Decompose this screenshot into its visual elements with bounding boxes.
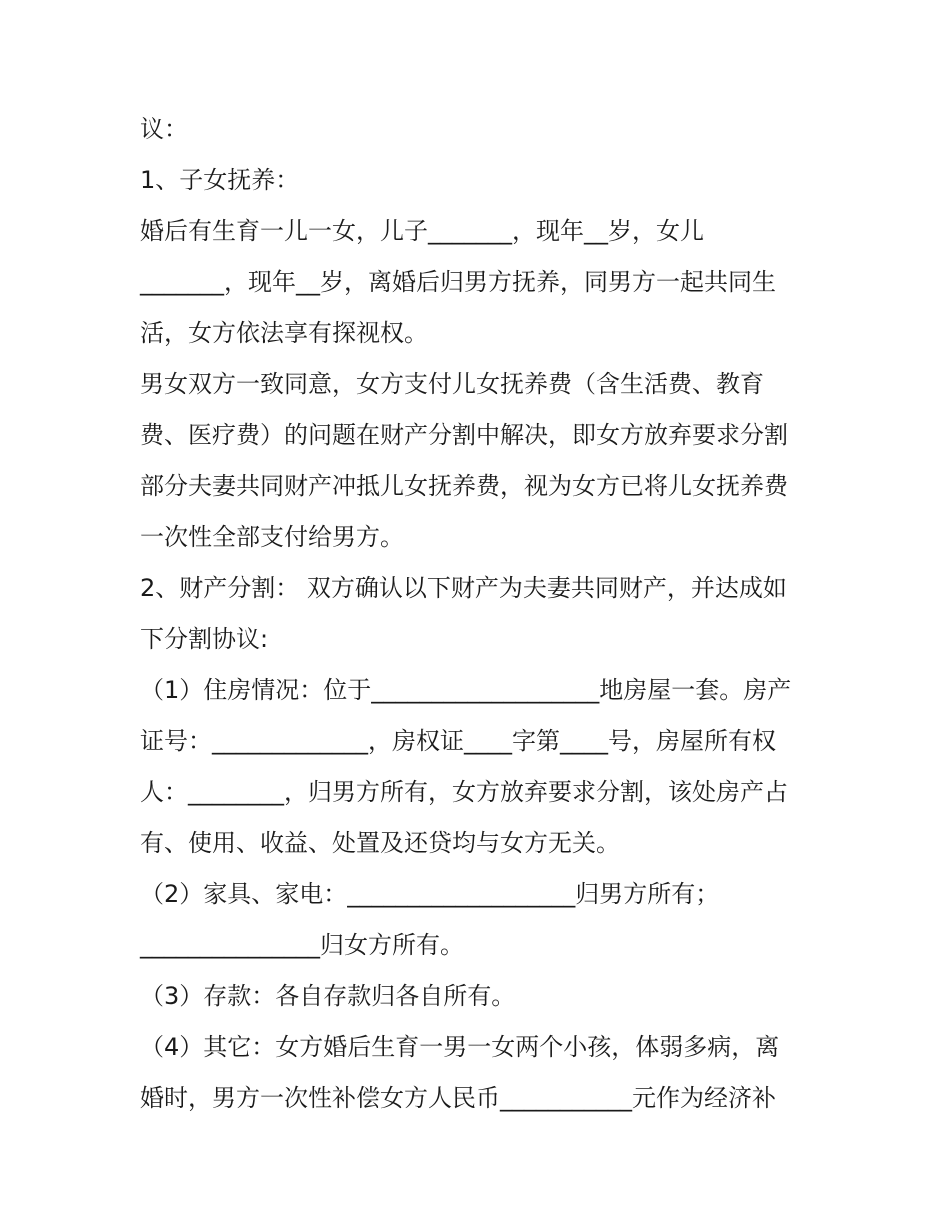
- text-line: _______，现年__岁，离婚后归男方抚养，同男方一起共同生: [140, 268, 776, 296]
- document-body: [140, 104, 820, 1124]
- text-line: 婚后有生育一儿一女，儿子_______，现年__岁，女儿: [140, 217, 704, 245]
- text-line: 一次性全部支付给男方。: [140, 523, 404, 551]
- clause-deposits: （3）存款：各自存款归各自所有。: [140, 982, 516, 1010]
- text-line: 证号：_____________，房权证____字第____号，房屋所有权: [140, 727, 776, 755]
- text-line: 议：: [140, 115, 188, 143]
- clause-housing: （1）住房情况：位于___________________地房屋一套。房产: [140, 676, 792, 704]
- text-line: 婚时，男方一次性补偿女方人民币___________元作为经济补: [140, 1084, 776, 1112]
- section-heading-property-division: 2、财产分割： 双方确认以下财产为夫妻共同财产，并达成如: [140, 574, 787, 602]
- text-line: 男女双方一致同意，女方支付儿女抚养费（含生活费、教育: [140, 370, 764, 398]
- text-line: 有、使用、收益、处置及还贷均与女方无关。: [140, 829, 620, 857]
- text-line: 费、医疗费）的问题在财产分割中解决，即女方放弃要求分割: [140, 421, 788, 449]
- text-line: 部分夫妻共同财产冲抵儿女抚养费，视为女方已将儿女抚养费: [140, 472, 788, 500]
- text-line: 下分割协议:: [140, 625, 269, 653]
- clause-other: （4）其它：女方婚后生育一男一女两个小孩，体弱多病，离: [140, 1033, 780, 1061]
- section-heading-child-custody: 1、子女抚养：: [140, 166, 300, 194]
- clause-furniture-appliances: （2）家具、家电：___________________归男方所有；: [140, 880, 720, 908]
- text-line: 人：________，归男方所有，女方放弃要求分割，该处房产占: [140, 778, 788, 806]
- text-line: 活，女方依法享有探视权。: [140, 319, 428, 347]
- text-line: _______________归女方所有。: [140, 931, 464, 959]
